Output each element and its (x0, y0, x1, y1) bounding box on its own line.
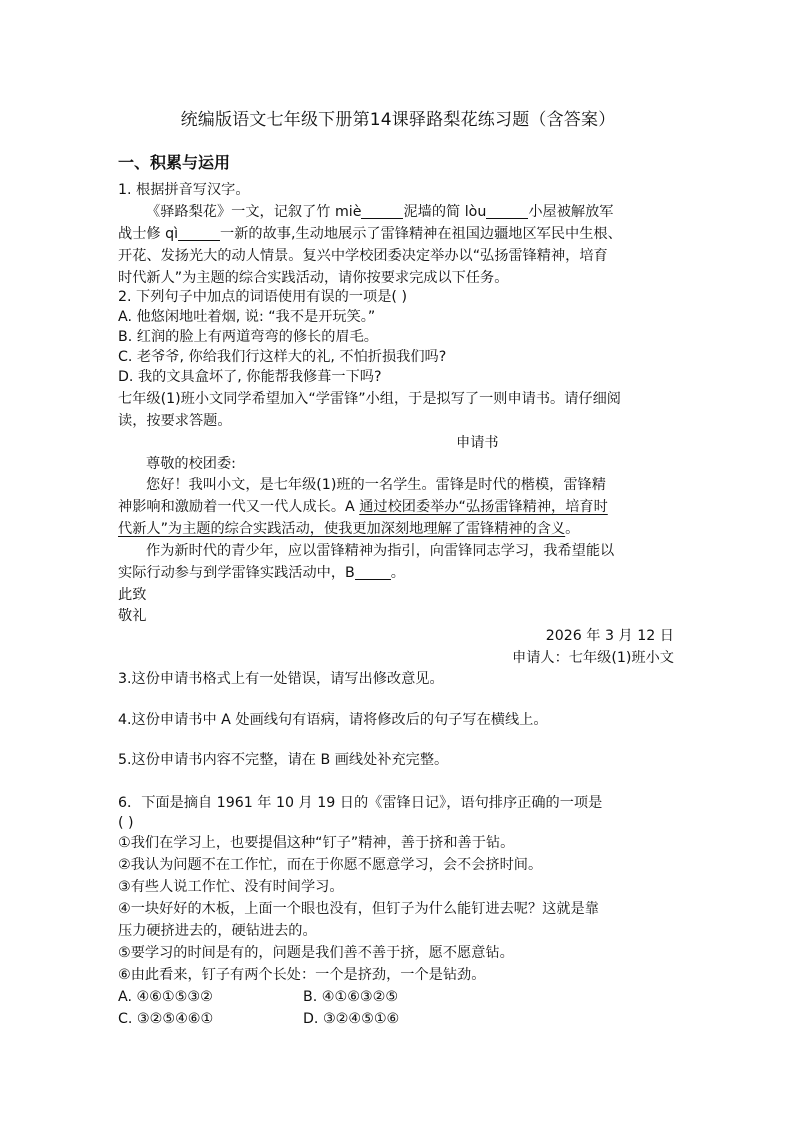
q1-stem: 1. 根据拼音写汉字。 (118, 182, 250, 198)
answer-blank[interactable] (178, 224, 220, 241)
intro-line-1: 七年级(1)班小文同学希望加入“学雷锋”小组，于是拟写了一则申请书。请仔细阅 (118, 391, 621, 407)
q1-line-3: 开花、发扬光大的动人情景。复兴中学校团委决定举办以“弘扬雷锋精神，培育 (118, 248, 608, 264)
section-heading: 一、积累与运用 (118, 153, 231, 172)
letter-p1-line-1: 您好！我叫小文，是七年级(1)班的一名学生。雷锋是时代的楷模，雷锋精 (146, 477, 606, 493)
q2-option-b: B. 红润的脸上有两道弯弯的修长的眉毛。 (118, 329, 378, 345)
q2-option-a: A. 他悠闲地吐着烟, 说: “我不是开玩笑。” (118, 309, 376, 325)
q6-option-b: B. ④①⑥③②⑤ (303, 989, 399, 1005)
letter-p1-line-3: 代新人”为主题的综合实践活动，使我更加深刻地理解了雷锋精神的含义。 (118, 521, 580, 537)
q6-sentence-1: ①我们在学习上，也要提倡这种“钉子”精神，善于挤和善于钻。 (118, 835, 515, 851)
q6-stem-2: ( ) (118, 815, 134, 831)
letter-date: 2026 年 3 月 12 日 (545, 628, 674, 644)
q5-stem: 5.这份申请书内容不完整，请在 B 画线处补充完整。 (118, 752, 449, 768)
q6-option-c: C. ③②⑤④⑥① (118, 1011, 214, 1027)
underlined-sentence-a: 通过校团委举办“弘扬雷锋精神，培育时 (359, 499, 608, 515)
letter-p1-line-2: 神影响和激励着一代又一代人成长。A 通过校团委举办“弘扬雷锋精神，培育时 (118, 499, 608, 515)
answer-blank[interactable] (361, 202, 403, 219)
q6-sentence-4: ④一块好好的木板，上面一个眼也没有，但钉子为什么能钉进去呢？这就是靠 (118, 901, 599, 917)
q2-option-c: C. 老爷爷, 你给我们行这样大的礼, 不怕折损我们吗? (118, 349, 447, 365)
q6-option-a: A. ④⑥①⑤③② (118, 989, 213, 1005)
q4-stem: 4.这份申请书中 A 处画线句有语病，请将修改后的句子写在横线上。 (118, 712, 548, 728)
letter-closing-1: 此致 (118, 587, 147, 603)
page-title: 统编版语文七年级下册第14课驿路梨花练习题（含答案） (180, 110, 616, 130)
q2-option-d: D. 我的文具盒坏了, 你能帮我修葺一下吗? (118, 369, 382, 385)
answer-blank[interactable] (486, 202, 528, 219)
q6-sentence-3: ③有些人说工作忙、没有时间学习。 (118, 879, 344, 895)
q6-option-d: D. ③②④⑤①⑥ (303, 1011, 400, 1027)
q6-stem-1: 6．下面是摘自 1961 年 10 月 19 日的《雷锋日记》，语句排序正确的一项是 (118, 795, 603, 811)
letter-p2-line-1: 作为新时代的青少年，应以雷锋精神为指引，向雷锋同志学习，我希望能以 (146, 543, 615, 559)
q6-sentence-6: ⑥由此看来，钉子有两个长处：一个是挤劲，一个是钻劲。 (118, 967, 486, 983)
letter-p2-line-2: 实际行动参与到学雷锋实践活动中，B 。 (118, 565, 405, 581)
q2-stem: 2. 下列句子中加点的词语使用有误的一项是( ) (118, 289, 408, 305)
q6-sentence-2: ②我认为问题不在工作忙，而在于你愿不愿意学习，会不会挤时间。 (118, 857, 543, 873)
q6-sentence-5: ⑤要学习的时间是有的，问题是我们善不善于挤，愿不愿意钻。 (118, 945, 514, 961)
letter-signer: 申请人：七年级(1)班小文 (512, 650, 674, 666)
q1-line-2: 战士修 qì 一新的故事,生动地展示了雷锋精神在祖国边疆地区军民中生根、 (118, 226, 622, 242)
q3-stem: 3.这份申请书格式上有一处错误，请写出修改意见。 (118, 671, 444, 687)
intro-line-2: 读，按要求答题。 (118, 413, 232, 429)
q1-line-1: 《驿路梨花》一文，记叙了竹 miè 泥墙的简 lòu 小屋被解放军 (146, 204, 614, 220)
letter-heading: 申请书 (456, 435, 499, 451)
underlined-sentence-a-cont: 代新人”为主题的综合实践活动，使我更加深刻地理解了雷锋精神的含义 (118, 521, 566, 537)
q1-line-4: 时代新人”为主题的综合实践活动，请你按要求完成以下任务。 (118, 270, 509, 286)
letter-closing-2: 敬礼 (118, 608, 147, 624)
q6-sentence-4-cont: 压力硬挤进去的，硬钻进去的。 (118, 923, 317, 939)
letter-salutation: 尊敬的校团委: (146, 456, 236, 472)
answer-blank-b[interactable] (355, 563, 391, 580)
